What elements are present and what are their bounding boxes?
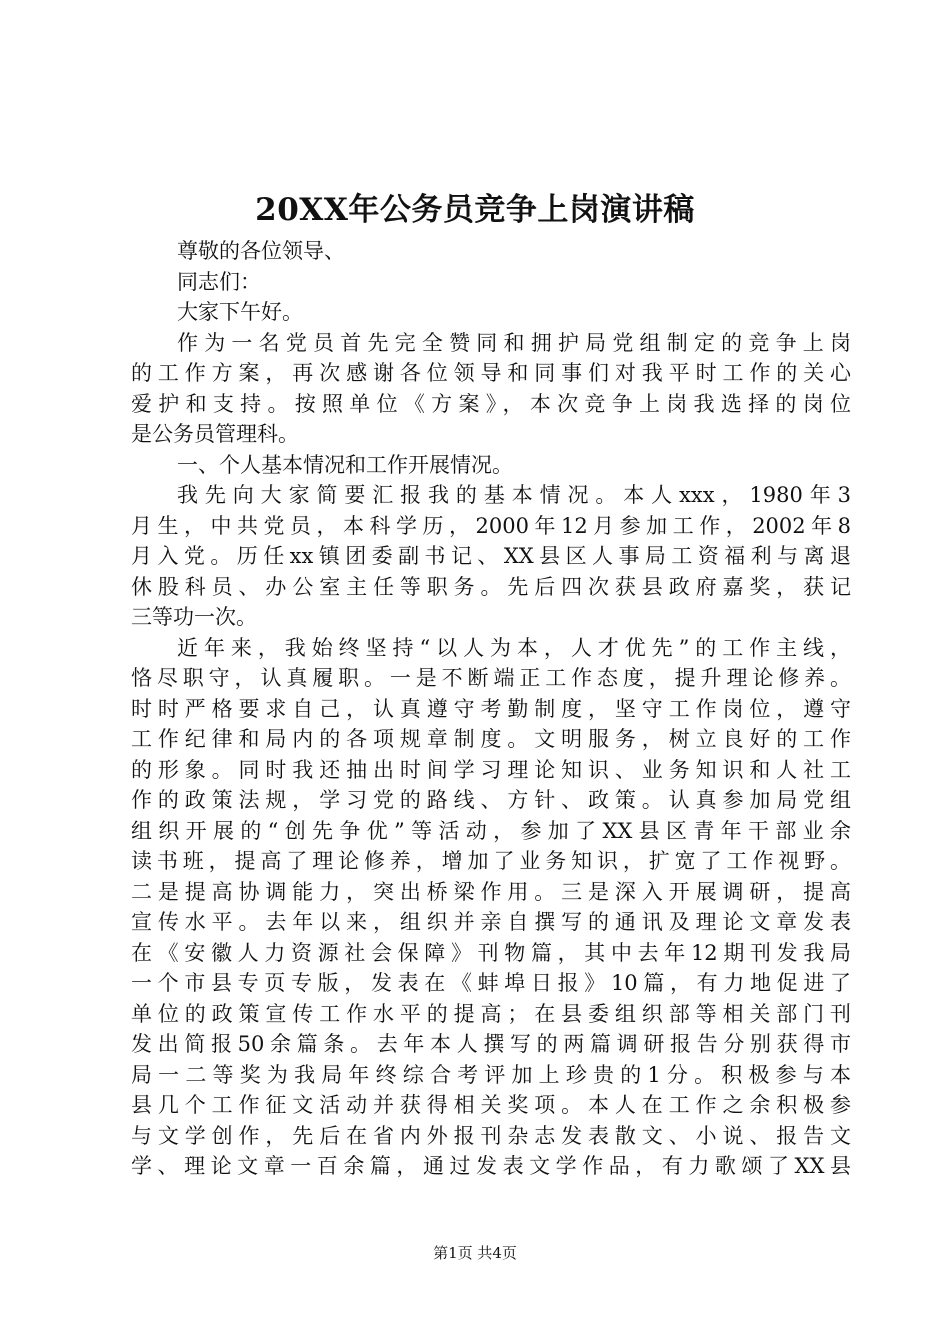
text-line: 工作纪律和局内的各项规章制度。文明服务，树立良好的工作 (131, 727, 851, 751)
text-line: 三等功一次。 (131, 605, 257, 629)
document-body (131, 236, 851, 1182)
text-line: 单位的政策宣传工作水平的提高；在县委组织部等相关部门刊 (131, 1001, 851, 1026)
text-line: 发出简报50余篇条。去年本人撰写的两篇调研报告分别获得市 (131, 1032, 851, 1056)
text-line: 县几个工作征文活动并获得相关奖项。本人在工作之余积极参 (131, 1093, 851, 1117)
text-line: 大家下午好。 (177, 300, 303, 324)
text-line: 在《安徽人力资源社会保障》刊物篇，其中去年12期刊发我局 (131, 940, 851, 965)
text-line: 读书班，提高了理论修养，增加了业务知识，扩宽了工作视野。 (131, 849, 851, 873)
text-line: 我先向大家简要汇报我的基本情况。本人xxx，1980年3 (177, 483, 851, 507)
text-line: 的形象。同时我还抽出时间学习理论知识、业务知识和人社工 (131, 757, 851, 782)
text-line: 宣传水平。去年以来，组织并亲自撰写的通讯及理论文章发表 (131, 910, 851, 934)
text-line: 与文学创作，先后在省内外报刊杂志发表散文、小说、报告文 (131, 1123, 851, 1148)
text-line: 一个市县专页专版，发表在《蚌埠日报》10篇，有力地促进了 (131, 971, 851, 995)
text-line: 时时严格要求自己，认真遵守考勤制度，坚守工作岗位，遵守 (131, 696, 851, 721)
text-line: 组织开展的“创先争优”等活动，参加了XX县区青年干部业余 (131, 818, 851, 843)
text-line: 近年来，我始终坚持“以人为本，人才优先”的工作主线， (177, 635, 851, 660)
text-line: 的工作方案，再次感谢各位领导和同事们对我平时工作的关心 (131, 361, 851, 385)
text-line: 尊敬的各位领导、 (177, 239, 345, 263)
text-line: 月生，中共党员，本科学历，2000年12月参加工作，2002年8 (131, 513, 851, 538)
text-line: 作的政策法规，学习党的路线、方针、政策。认真参加局党组 (131, 788, 851, 812)
text-line: 学、理论文章一百余篇，通过发表文学作品，有力歌颂了XX县 (131, 1154, 851, 1178)
text-line: 作为一名党员首先完全赞同和拥护局党组制定的竞争上岗 (177, 330, 851, 355)
text-line: 同志们： (177, 269, 261, 294)
text-line: 是公务员管理科。 (131, 422, 299, 446)
page-footer: 第1页 共4页 (433, 1244, 517, 1262)
document-title: 20XX年公务员竞争上岗演讲稿 (255, 192, 695, 228)
text-line: 一、个人基本情况和工作开展情况。 (177, 452, 513, 477)
text-line: 爱护和支持。按照单位《方案》，本次竞争上岗我选择的岗位 (131, 391, 851, 416)
text-line: 局一二等奖为我局年终综合考评加上珍贵的1分。积极参与本 (131, 1062, 851, 1087)
text-line: 月入党。历任xx镇团委副书记、XX县区人事局工资福利与离退 (131, 544, 851, 568)
text-line: 恪尽职守，认真履职。一是不断端正工作态度，提升理论修养。 (131, 666, 851, 690)
text-line: 休股科员、办公室主任等职务。先后四次获县政府嘉奖，获记 (131, 574, 851, 599)
text-line: 二是提高协调能力，突出桥梁作用。三是深入开展调研，提高 (131, 879, 851, 904)
